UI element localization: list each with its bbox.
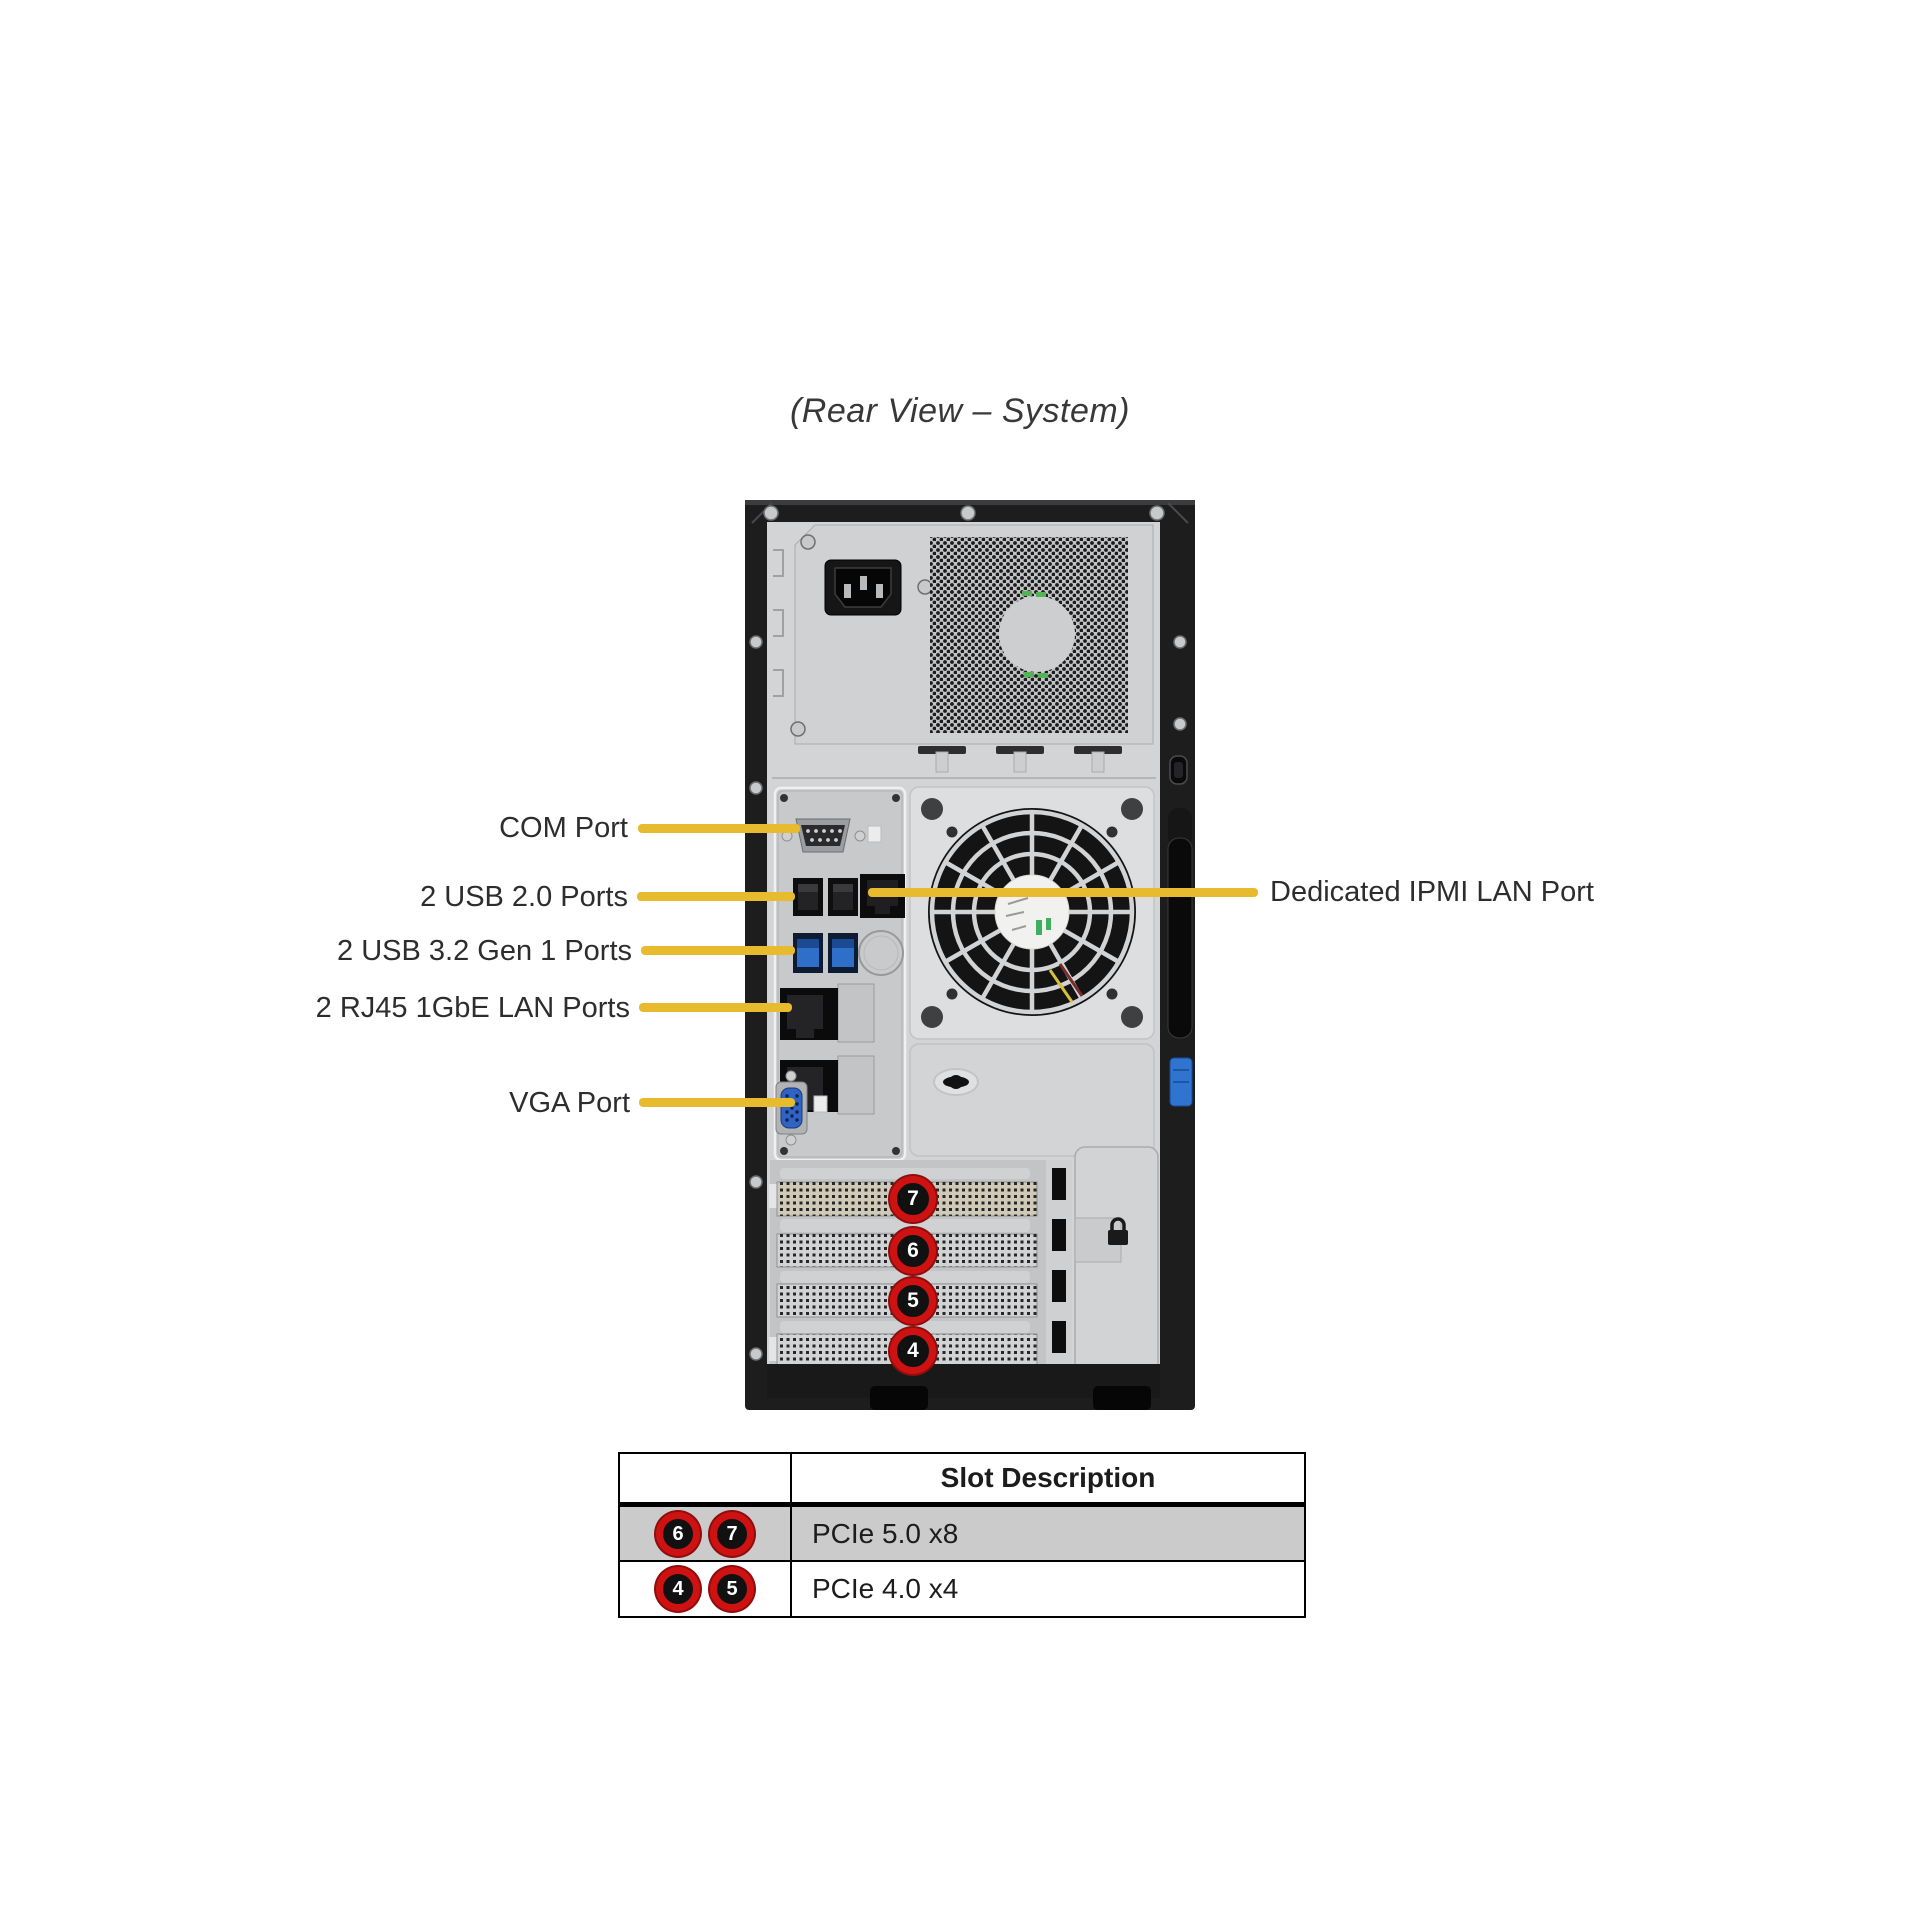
chassis-foot	[870, 1386, 928, 1410]
rj45-label: 2 RJ45 1GbE LAN Ports	[315, 992, 630, 1024]
slot-badge-5: 5	[710, 1567, 754, 1611]
table-row	[620, 1562, 1304, 1616]
ipmi-callout-line	[868, 888, 1258, 897]
system-fan-grille	[928, 808, 1136, 1016]
chassis-rear-view	[740, 492, 1200, 1422]
table-header-badges-cell	[620, 1454, 792, 1502]
system-fan-panel	[910, 787, 1154, 1039]
lock-panel	[1075, 1147, 1158, 1372]
ac-power-inlet	[825, 560, 901, 615]
slot-badge-6: 6	[656, 1512, 700, 1556]
slot-description-cell: PCIe 5.0 x8	[812, 1517, 959, 1549]
usb3-callout-line	[641, 946, 795, 955]
usb2-callout-line	[637, 892, 795, 901]
slot-description-cell: PCIe 4.0 x4	[812, 1573, 959, 1604]
com-port-label: COM Port	[499, 812, 628, 844]
figure-caption: (Rear View – System)	[789, 392, 1131, 430]
psu-fan-grille	[930, 537, 1128, 733]
psu-plate	[772, 525, 1156, 778]
vga-callout-line	[639, 1098, 795, 1107]
chassis-badge-slot5: 5	[890, 1278, 936, 1324]
round-knockout-plug	[859, 931, 903, 975]
table-row	[620, 1507, 1304, 1562]
rj45-callout-line	[639, 1003, 792, 1012]
slot-badge-7: 7	[710, 1512, 754, 1556]
slot-description-table	[618, 1452, 1306, 1618]
side-panel-latch	[1168, 838, 1192, 1038]
usb3-label: 2 USB 3.2 Gen 1 Ports	[337, 935, 632, 967]
usb2-label: 2 USB 2.0 Ports	[420, 881, 628, 913]
vga-label: VGA Port	[509, 1087, 630, 1119]
chassis-foot	[1093, 1386, 1151, 1410]
table-header-row	[620, 1454, 1304, 1507]
slot-badge-4: 4	[656, 1567, 700, 1611]
chassis-badge-slot4: 4	[890, 1328, 936, 1374]
chassis-badge-slot7: 7	[890, 1176, 936, 1222]
chassis-badge-slot6: 6	[890, 1228, 936, 1274]
com-port-callout-line	[638, 824, 800, 833]
ipmi-label: Dedicated IPMI LAN Port	[1270, 876, 1594, 908]
table-header-title: Slot Description	[940, 1462, 1156, 1493]
